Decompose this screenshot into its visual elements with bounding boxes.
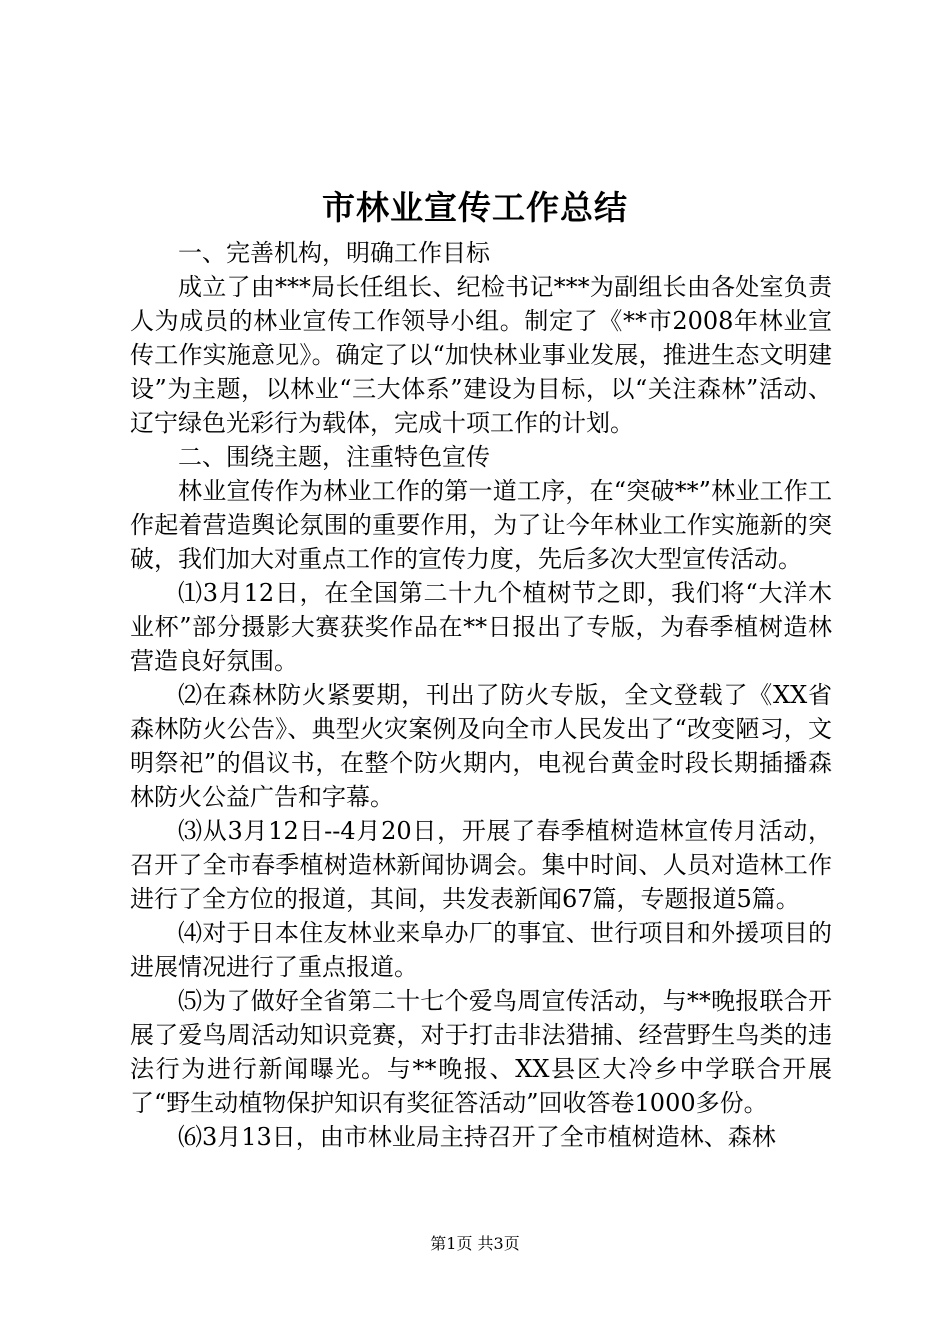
section-heading-1: 一、完善机构，明确工作目标 [178, 239, 490, 267]
paragraph-1: 成立了由***局长任组长、纪检书记***为副组长由各处室负责人为成员的林业宣传工作领导小组。制定了《**市2008年林业宣传工作实施意见》。确定了以“加快林业事业发展，推进生态文明建设”为主题，以林业“三大体系”建设为目标，以“关注森林”活动、辽宁绿色光彩行为载体，完成十项工作的计划。 [130, 273, 832, 437]
list-item-4: ⑷对于日本住友林业来阜办厂的事宜、世行项目和外援项目的进展情况进行了重点报道。 [130, 919, 832, 981]
list-item-3: ⑶从3月12日--4月20日，开展了春季植树造林宣传月活动，召开了全市春季植树造林新闻协调会。集中时间、人员对造林工作进行了全方位的报道，其间，共发表新闻67篇，专题报道5篇。 [130, 817, 832, 913]
list-item-6: ⑹3月13日，由市林业局主持召开了全市植树造林、森林 [178, 1123, 776, 1151]
list-item-2: ⑵在森林防火紧要期，刊出了防火专版，全文登载了《XX省森林防火公告》、典型火灾案例及向全市人民发出了“改变陋习，文明祭祀”的倡议书，在整个防火期内，电视台黄金时段长期插播森林防火公益广告和字幕。 [130, 681, 832, 811]
document-body [130, 236, 832, 1154]
section-heading-2: 二、围绕主题，注重特色宣传 [178, 443, 490, 471]
document-title: 市林业宣传工作总结 [322, 188, 628, 227]
paragraph-2: 林业宣传作为林业工作的第一道工序，在“突破**”林业工作工作起着营造舆论氛围的重要作用，为了让今年林业工作实施新的突破，我们加大对重点工作的宣传力度，先后多次大型宣传活动。 [130, 477, 832, 573]
list-item-5: ⑸为了做好全省第二十七个爱鸟周宣传活动，与**晚报联合开展了爱鸟周活动知识竞赛，对于打击非法猎捕、经营野生鸟类的违法行为进行新闻曝光。与**晚报、XX县区大冷乡中学联合开展了“野生动植物保护知识有奖征答活动”回收答卷1000多份。 [130, 987, 832, 1117]
list-item-1: ⑴3月12日，在全国第二十九个植树节之即，我们将“大洋木业杯”部分摄影大赛获奖作品在**日报出了专版，为春季植树造林营造良好氛围。 [130, 579, 832, 675]
page-footer: 第1页 共3页 [430, 1234, 520, 1253]
